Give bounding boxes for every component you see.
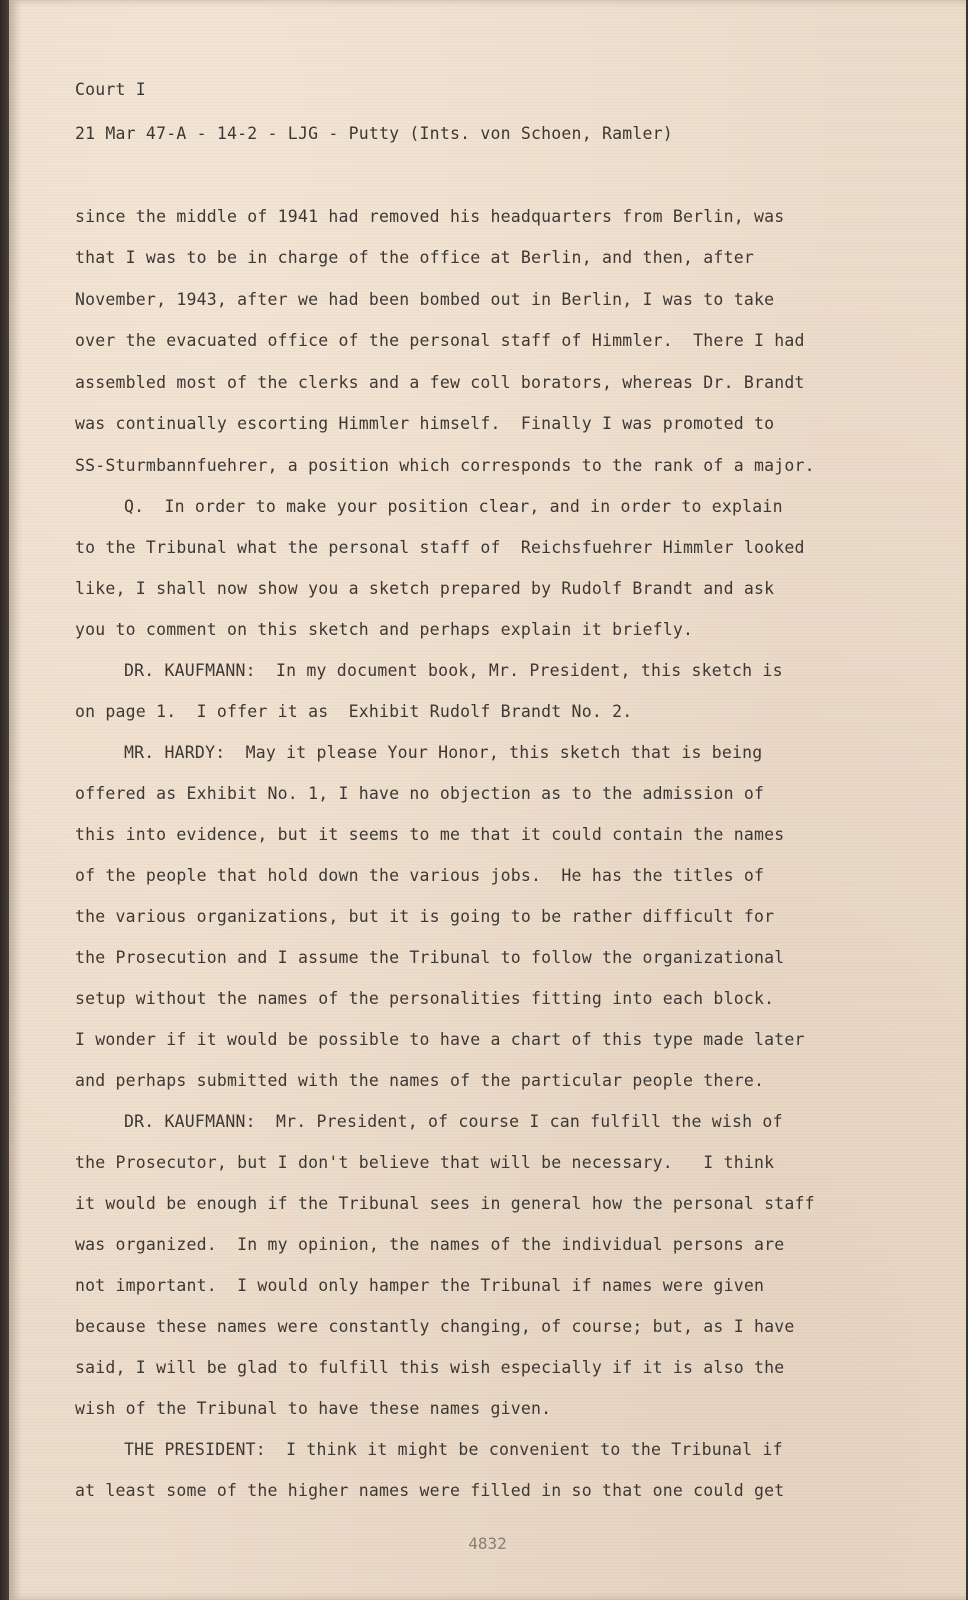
transcript-page	[9, 0, 966, 1600]
body-line: the Prosecutor, but I don't believe that will be necessary. I think	[75, 1153, 775, 1172]
body-line: assembled most of the clerks and a few coll borators, whereas Dr. Brandt	[75, 373, 805, 392]
session-line: 21 Mar 47-A - 14-2 - LJG - Putty (Ints. von Schoen, Ramler)	[75, 124, 673, 143]
speaker-paragraph: DR. KAUFMANN: Mr. President, of course I can fulfill the wish of	[124, 1112, 783, 1131]
body-line: was continually escorting Himmler himself. Finally I was promoted to	[75, 414, 775, 433]
body-line: wish of the Tribunal to have these names given.	[75, 1399, 552, 1418]
court-label: Court I	[75, 80, 146, 99]
speaker-paragraph: DR. KAUFMANN: In my document book, Mr. President, this sketch is	[124, 661, 783, 680]
body-line: on page 1. I offer it as Exhibit Rudolf Brandt No. 2.	[75, 702, 633, 721]
body-line: the various organizations, but it is going to be rather difficult for	[75, 907, 775, 926]
body-line: because these names were constantly changing, of course; but, as I have	[75, 1317, 795, 1336]
page-number: 4832	[468, 1534, 507, 1553]
body-line: since the middle of 1941 had removed his headquarters from Berlin, was	[75, 207, 785, 226]
body-line: of the people that hold down the various jobs. He has the titles of	[75, 866, 765, 885]
speaker-paragraph: MR. HARDY: May it please Your Honor, this sketch that is being	[124, 743, 763, 762]
body-line: you to comment on this sketch and perhaps explain it briefly.	[75, 620, 694, 639]
body-line: not important. I would only hamper the Tribunal if names were given	[75, 1276, 765, 1295]
question-paragraph: Q. In order to make your position clear, and in order to explain	[124, 497, 783, 516]
body-line: the Prosecution and I assume the Tribunal to follow the organizational	[75, 948, 785, 967]
body-line: that I was to be in charge of the office at Berlin, and then, after	[75, 248, 754, 267]
body-line: was organized. In my opinion, the names of the individual persons are	[75, 1235, 785, 1254]
body-line: like, I shall now show you a sketch prepared by Rudolf Brandt and ask	[75, 579, 775, 598]
body-line: at least some of the higher names were filled in so that one could get	[75, 1481, 785, 1500]
body-line: said, I will be glad to fulfill this wish especially if it is also the	[75, 1358, 785, 1377]
body-line: this into evidence, but it seems to me that it could contain the names	[75, 825, 785, 844]
scanner-edge	[0, 0, 9, 1600]
body-line: and perhaps submitted with the names of the particular people there.	[75, 1071, 765, 1090]
speaker-paragraph: THE PRESIDENT: I think it might be convenient to the Tribunal if	[124, 1440, 783, 1459]
body-line: November, 1943, after we had been bombed out in Berlin, I was to take	[75, 290, 775, 309]
body-line: over the evacuated office of the personal staff of Himmler. There I had	[75, 331, 805, 350]
body-line: offered as Exhibit No. 1, I have no objection as to the admission of	[75, 784, 765, 803]
body-line: it would be enough if the Tribunal sees in general how the personal staff	[75, 1194, 815, 1213]
body-line: I wonder if it would be possible to have a chart of this type made later	[75, 1030, 805, 1049]
body-line: setup without the names of the personalities fitting into each block.	[75, 989, 775, 1008]
body-line: to the Tribunal what the personal staff of Reichsfuehrer Himmler looked	[75, 538, 805, 557]
body-line: SS-Sturmbannfuehrer, a position which corresponds to the rank of a major.	[75, 456, 815, 475]
